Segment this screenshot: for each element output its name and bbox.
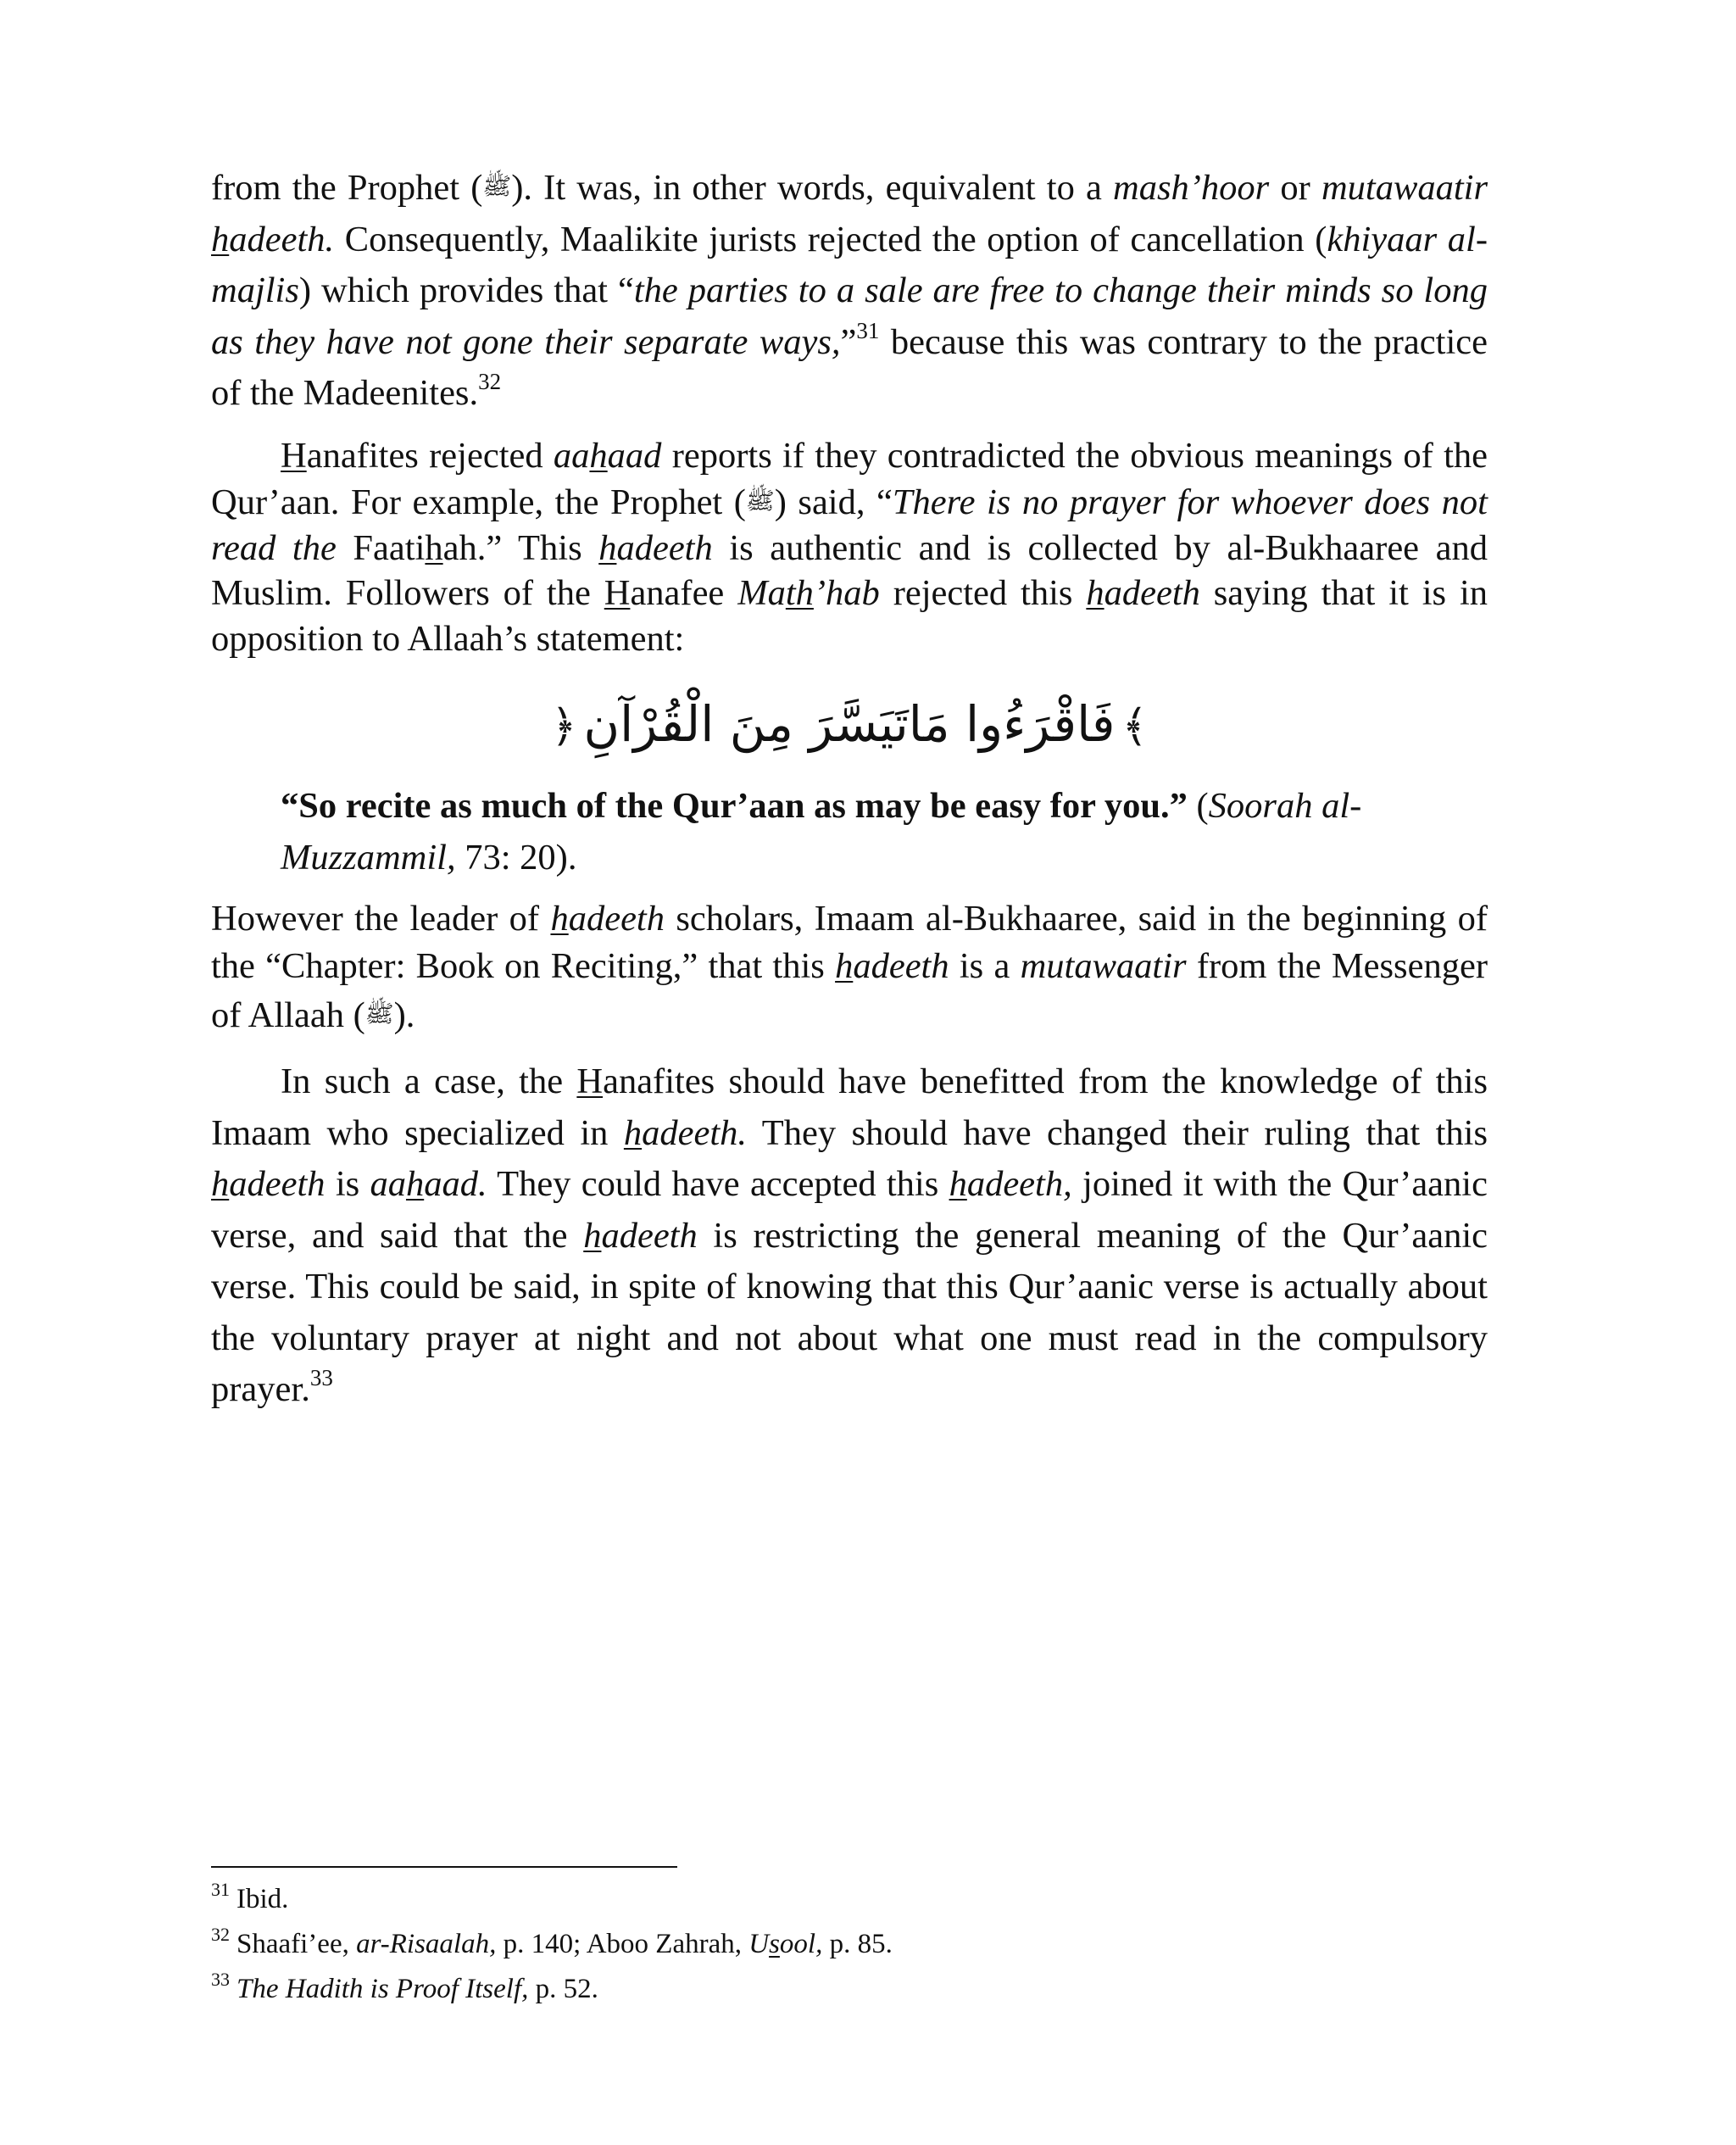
citation: Soorah al-Muzzammil, [281, 786, 1362, 878]
footnote-33 [211, 1967, 1488, 2012]
text: or [1269, 168, 1321, 208]
term [370, 1164, 487, 1204]
underlined-letter: H [281, 435, 307, 476]
text: ). [393, 995, 415, 1035]
underlined-letter: H [576, 1061, 604, 1101]
text: They could have accepted this [487, 1164, 949, 1204]
quote: There is no prayer for whoever does not read the [211, 482, 1488, 568]
text: ( [1187, 786, 1209, 826]
term-rest: adeeth. [642, 1112, 748, 1153]
term-part: Ma [737, 573, 786, 613]
verse-translation [281, 781, 1488, 883]
footnote-32 [211, 1922, 1488, 1967]
text: reports if they contradicted the obvious meanings of the Qur’aan. For example, the Prophet ( [211, 435, 1488, 522]
body-text [211, 161, 1488, 1428]
text: Faati [336, 527, 426, 568]
underlined-letter: h [623, 1112, 643, 1153]
underlined-letter: h [598, 527, 617, 568]
term-rest: adeeth [616, 527, 713, 568]
text: ) said, “ [774, 482, 893, 522]
quote: the parties to a sale are free to change their minds so long as they have not gone their separate ways, [211, 270, 1488, 362]
term-part: aa [370, 1164, 406, 1204]
footnote-number: 32 [211, 1924, 230, 1945]
footnotes [211, 1877, 1488, 2012]
term-part: aa [553, 435, 590, 476]
book-title: The Hadith is Proof Itself, [236, 1974, 529, 2004]
underlined-letter: h [211, 219, 230, 259]
paragraph-1 [211, 161, 1488, 420]
salutation-glyph: ﷺ [364, 1000, 394, 1028]
underlined-letter: H [604, 573, 631, 613]
text: anafee [630, 573, 738, 613]
term-rest: adeeth, [966, 1164, 1072, 1204]
underlined-letter: h [1086, 573, 1104, 613]
salutation-glyph: ﷺ [745, 487, 775, 515]
text: ). It was, in other words, equivalent to a [511, 168, 1114, 208]
text: scholars, Imaam al-Bukhaaree, said in the beginning of the “Chapter: Book on Reciting,” that this [211, 899, 1488, 986]
term-part: aad. [424, 1164, 487, 1204]
term-part: ool, [779, 1929, 823, 1959]
term-rest: adeeth [601, 1215, 698, 1256]
footnote-ref[interactable]: 33 [309, 1365, 333, 1390]
text: is a [949, 946, 1021, 986]
term [211, 1164, 326, 1204]
underlined-letter: h [589, 435, 608, 476]
underlined-letter: h [583, 1215, 602, 1256]
text: Ibid. [236, 1884, 289, 1914]
term-part: U [748, 1929, 770, 1959]
text: joined it with the Qur’aanic verse, and said that the [211, 1164, 1488, 1256]
term-part: aad [607, 435, 662, 476]
footnote-ref[interactable]: 31 [856, 317, 880, 343]
term [1086, 573, 1200, 613]
term [624, 1113, 747, 1153]
text: rejected this [879, 573, 1087, 613]
text: Shaafi’ee, [236, 1929, 357, 1959]
term [550, 899, 665, 939]
term-rest: adeeth. [229, 219, 335, 259]
text: anafites rejected [306, 435, 554, 476]
underlined-letter: h [211, 1164, 230, 1204]
text: is authentic and is collected by al-Bukhaaree and Muslim. Followers of the [211, 527, 1488, 613]
text: is [325, 1164, 370, 1204]
footnote-separator [211, 1866, 677, 1868]
underlined-letter: s [769, 1929, 780, 1959]
term-rest: adeeth [1104, 573, 1200, 613]
book-title: ar-Risaalah, [356, 1929, 497, 1959]
term [554, 436, 662, 476]
translation-text: “So recite as much of the Qur’aan as may be easy for you.” [281, 786, 1188, 826]
footnote-number: 33 [211, 1969, 230, 1990]
term-rest: adeeth [853, 946, 949, 986]
term [583, 1216, 698, 1256]
term [598, 528, 713, 568]
text: In such a case, the [281, 1061, 577, 1101]
text: anafites should have benefitted from the knowledge of this Imaam who specialized in [211, 1061, 1488, 1153]
text: They should have changed their ruling that this [747, 1112, 1488, 1153]
paragraph-2 [211, 433, 1488, 662]
footnote-number: 31 [211, 1879, 230, 1900]
term [211, 220, 334, 259]
underlined-letter: h [949, 1164, 967, 1204]
term [949, 1164, 1072, 1204]
underlined-letters: th [785, 573, 814, 613]
underlined-letter: h [405, 1164, 425, 1204]
text: Consequently, Maalikite jurists rejected the option of cancellation ( [334, 219, 1327, 259]
text: p. 52. [528, 1974, 598, 2004]
text: saying that it is in opposition to Allaah’s statement: [211, 573, 1488, 659]
term: mutawaatir [1020, 946, 1187, 986]
text: ) which provides that “ [298, 270, 634, 310]
footnote-ref[interactable]: 32 [478, 369, 502, 394]
term: mash’hoor [1113, 168, 1270, 208]
book-title [748, 1929, 822, 1959]
verse-text: فَاقْرَءُوا مَاتَيَسَّرَ مِنَ الْقُرْآنِ [583, 695, 1116, 753]
underlined-letter: h [550, 899, 569, 939]
text: from the Prophet ( [211, 168, 483, 208]
text: 73: 20). [455, 837, 577, 878]
term-rest: adeeth [229, 1164, 326, 1204]
term-part: ’hab [813, 573, 880, 613]
ornate-bracket-close: ﴿ [551, 701, 577, 752]
term-rest: adeeth [568, 899, 665, 939]
text: is restricting the general meaning of the Qur’aanic verse. This could be said, in spite of knowing that this Qur’aanic verse is actually about the voluntary prayer at night and not about what one must read in the compulsory prayer. [211, 1215, 1488, 1409]
text: from the Messenger of Allaah ( [211, 946, 1488, 1035]
text: ah.” This [442, 527, 599, 568]
salutation-glyph: ﷺ [482, 172, 512, 200]
text: p. 140; Aboo Zahrah, [496, 1929, 749, 1959]
ornate-bracket-open: ﴾ [1121, 701, 1148, 752]
term: mutawaatir [1321, 168, 1488, 208]
paragraph-3 [211, 895, 1488, 1039]
term [737, 573, 880, 613]
footnote-31 [211, 1877, 1488, 1922]
paragraph-4 [211, 1056, 1488, 1416]
underlined-letter: h [835, 946, 854, 986]
text: However the leader of [211, 899, 551, 939]
quran-verse-arabic [211, 673, 1488, 777]
text: because this was contrary to the practice of the Madeenites. [211, 321, 1488, 413]
underlined-letter: h [425, 527, 443, 568]
text: p. 85. [822, 1929, 893, 1959]
text: ” [840, 321, 857, 362]
term [835, 946, 949, 986]
term: khiyaar al-majlis [211, 219, 1488, 310]
